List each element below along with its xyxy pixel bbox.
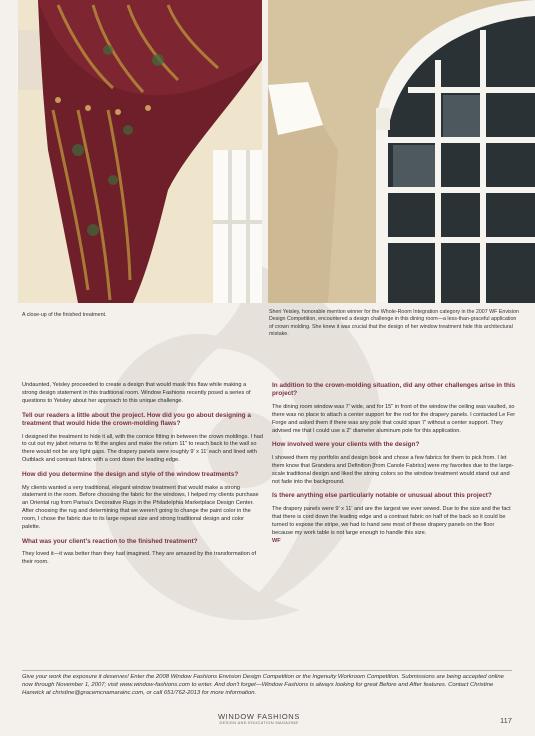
page-number: 117 [500, 716, 512, 725]
question-heading: What was your client's reaction to the finished treatment? [22, 538, 198, 545]
article-column-right [272, 382, 516, 551]
sign-off: WF [272, 537, 281, 544]
question-heading: Is there anything else particularly notable or unusual about this project? [272, 492, 492, 500]
magazine-subtitle: DESIGN AND EDUCATION MAGAZINE [219, 721, 299, 725]
photo-caption-right: Sheri Yeisley, honorable mention winner for the Whole-Room Integration category in the 2007 WF Envision Design Competition, encountered a design challenge in this dining room—a less-than-graceful application of crown molding. She knew it was crucial that the design of her window treatment hide this architectural mistake. [269, 309, 519, 337]
photo-caption-left: A close-up of the finished treatment. [22, 312, 107, 318]
drapery-illustration [18, 0, 262, 303]
answer-paragraph: I designed the treatment to hide it all, with the cornice fitting in between the crown moldings. I had to cut out my jabot returns to fit the angles and make the return 11" to reach back to the wall so there would not be any light gaps. The drapery panels were roughly 9' x 11' each and lined with Outblack and contrast fabric with a cord down the leading edge. [22, 433, 263, 464]
question-heading: How involved were your clients with the design? [272, 441, 420, 449]
question-heading: Tell our readers a little about the project. How did you go about designing a treatment that would hide the crown-molding flaws? [22, 411, 251, 428]
article-column-left [22, 382, 263, 573]
magazine-logo [218, 712, 300, 725]
answer-paragraph: The dining room window was 7' wide, and for 15" in front of the window the ceiling was vaulted, so there was no place to attach a center support for the rod for the drapery panels. I contacted Le Fer Forge and asked them if there was any pole that could span 7' without a center support. They advised me that I could use a 2" diameter aluminum pole for this application. [272, 403, 516, 434]
window-illustration [268, 0, 535, 303]
magazine-title: WINDOW FASHIONS [218, 712, 300, 721]
window-crown-molding-photo [268, 0, 535, 303]
answer-paragraph: My clients wanted a very traditional, elegant window treatment that would make a strong statement in the room. Before choosing the fabric for the windows, I helped my clients purchase an Oriental rug from Parisa's Decorative Rugs in the Philadelphia Marketplace Design Center. After choosing the rug and determining that we weren't going to change the paint color in the room, I chose the fabric due to its large repeat size and strong traditional design and color palette. [22, 484, 259, 531]
submission-note: Give your work the exposure it deserves! Enter the 2008 Window Fashions Envision Design Competition or the Ingenuity Workroom Competition. Submissions are being accepted online now through November 1, 2007; visit www.window-fashions.com to enter. And don't forget—Window Fashions is always looking for great Before and After features. Contact Christine Hanwick at christine@gracemcnamarainc.com, or call 651/762-2013 for more information. [22, 674, 504, 697]
footer-divider [22, 670, 512, 671]
answer-paragraph: They loved it—it was better than they had imagined. They are amazed by the transformation of their room. [22, 551, 257, 566]
answer-paragraph: I showed them my portfolio and design book and chose a few fabrics for them to pick from. I let them know that Grandera and Definition [from Canole Fabrics] were my favorites due to the large-scale traditional design and liked the strong colors so the window treatment would stand out and not fade into the background. [272, 454, 514, 485]
answer-paragraph [272, 506, 516, 546]
intro-paragraph: Undaunted, Yeisley proceeded to create a design that would mask this flaw while making a strong design statement in this traditional room. Window Fashions recently posed a series of questions to Yeisley about her approach to this unique challenge. [22, 382, 251, 404]
question-heading: How did you determine the design and style of the window treatments? [22, 471, 239, 479]
answer-text: The drapery panels were 9' x 11' and are the largest we ever sewed. Due to the size and the fact that there is cord down the leading edge and a contrast fabric on half of the back so it could be turned to expose the stripe, we had to hand sew most of these drapery panels on the floor because my work table is not large enough to handle this size. [272, 505, 511, 536]
drapery-closeup-photo [18, 0, 262, 303]
question-heading: In addition to the crown-molding situation, did any other challenges arise in this project? [272, 382, 516, 398]
